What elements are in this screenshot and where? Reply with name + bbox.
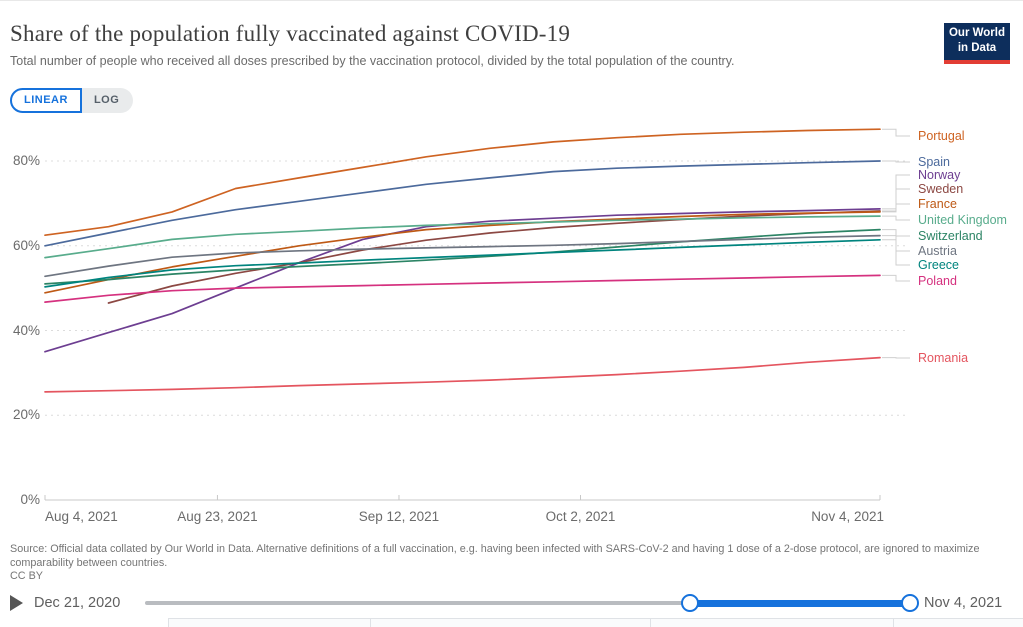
line-austria[interactable] [45, 236, 880, 277]
label-connector-norway [882, 175, 910, 209]
source-note: Source: Official data collated by Our World in Data. Alternative definitions of a full vaccination, e.g. having been infected with SARS-CoV-2 and having 1 dose of a 2-dose protocol, are ignored to maximize comparability between countries. [10, 542, 1010, 571]
label-connector-poland [882, 275, 910, 281]
series-label-austria[interactable]: Austria [918, 243, 957, 259]
label-connector-sweden [882, 189, 910, 211]
line-spain[interactable] [45, 161, 880, 246]
play-button[interactable] [10, 595, 23, 611]
x-tick-label: Aug 23, 2021 [152, 509, 282, 525]
line-united-kingdom[interactable] [45, 216, 880, 258]
timeline-selected-range[interactable] [690, 600, 910, 607]
label-connector-spain [882, 161, 910, 162]
owid-logo-line2: in Data [944, 41, 1010, 56]
label-connector-portugal [882, 129, 910, 136]
label-connector-switzerland [882, 230, 910, 236]
y-tick-label: 60% [0, 238, 40, 254]
x-tick-label: Aug 4, 2021 [45, 509, 175, 525]
partial-data-table [168, 618, 1023, 627]
series-label-united-kingdom[interactable]: United Kingdom [918, 212, 1007, 228]
x-tick-label: Oct 2, 2021 [515, 509, 645, 525]
series-label-spain[interactable]: Spain [918, 154, 950, 170]
line-greece[interactable] [45, 240, 880, 287]
timeline-start-label: Dec 21, 2020 [34, 595, 120, 611]
linear-scale-button[interactable]: LINEAR [10, 88, 82, 113]
line-switzerland[interactable] [45, 230, 880, 284]
line-norway[interactable] [45, 209, 880, 352]
series-label-greece[interactable]: Greece [918, 257, 959, 273]
line-france[interactable] [45, 212, 880, 293]
x-tick-label: Nov 4, 2021 [754, 509, 884, 525]
timeline-start-handle[interactable] [681, 594, 699, 612]
series-label-switzerland[interactable]: Switzerland [918, 228, 983, 244]
line-sweden[interactable] [109, 211, 881, 303]
series-label-poland[interactable]: Poland [918, 273, 957, 289]
timeline-track[interactable] [145, 601, 910, 605]
y-tick-label: 80% [0, 153, 40, 169]
y-tick-label: 40% [0, 323, 40, 339]
line-chart-plot[interactable] [0, 1, 1023, 626]
owid-logo[interactable] [944, 23, 1010, 64]
log-scale-button[interactable]: LOG [82, 88, 133, 113]
owid-logo-line1: Our World [944, 26, 1010, 41]
page-title: Share of the population fully vaccinated against COVID-19 [10, 21, 570, 47]
chart-subtitle: Total number of people who received all doses prescribed by the vaccination protocol, divided by the total population of the country. [10, 54, 735, 68]
table-column [371, 619, 651, 627]
y-tick-label: 20% [0, 407, 40, 423]
label-connector-austria [882, 236, 910, 251]
y-tick-label: 0% [0, 492, 40, 508]
timeline-end-label: Nov 4, 2021 [924, 595, 1002, 611]
series-label-norway[interactable]: Norway [918, 167, 960, 183]
table-column [651, 619, 894, 627]
table-column [169, 619, 371, 627]
x-tick-label: Sep 12, 2021 [334, 509, 464, 525]
timeline-end-handle[interactable] [901, 594, 919, 612]
label-connector-united-kingdom [882, 216, 910, 220]
line-poland[interactable] [45, 275, 880, 302]
series-label-france[interactable]: France [918, 196, 957, 212]
series-label-romania[interactable]: Romania [918, 350, 968, 366]
line-portugal[interactable] [45, 129, 880, 235]
line-romania[interactable] [45, 358, 880, 392]
license-note: CC BY [10, 570, 43, 582]
label-connector-france [882, 204, 910, 212]
series-label-sweden[interactable]: Sweden [918, 181, 963, 197]
series-label-portugal[interactable]: Portugal [918, 128, 965, 144]
label-connector-greece [882, 240, 910, 265]
scale-toggle [10, 88, 133, 113]
table-column [894, 619, 1023, 627]
